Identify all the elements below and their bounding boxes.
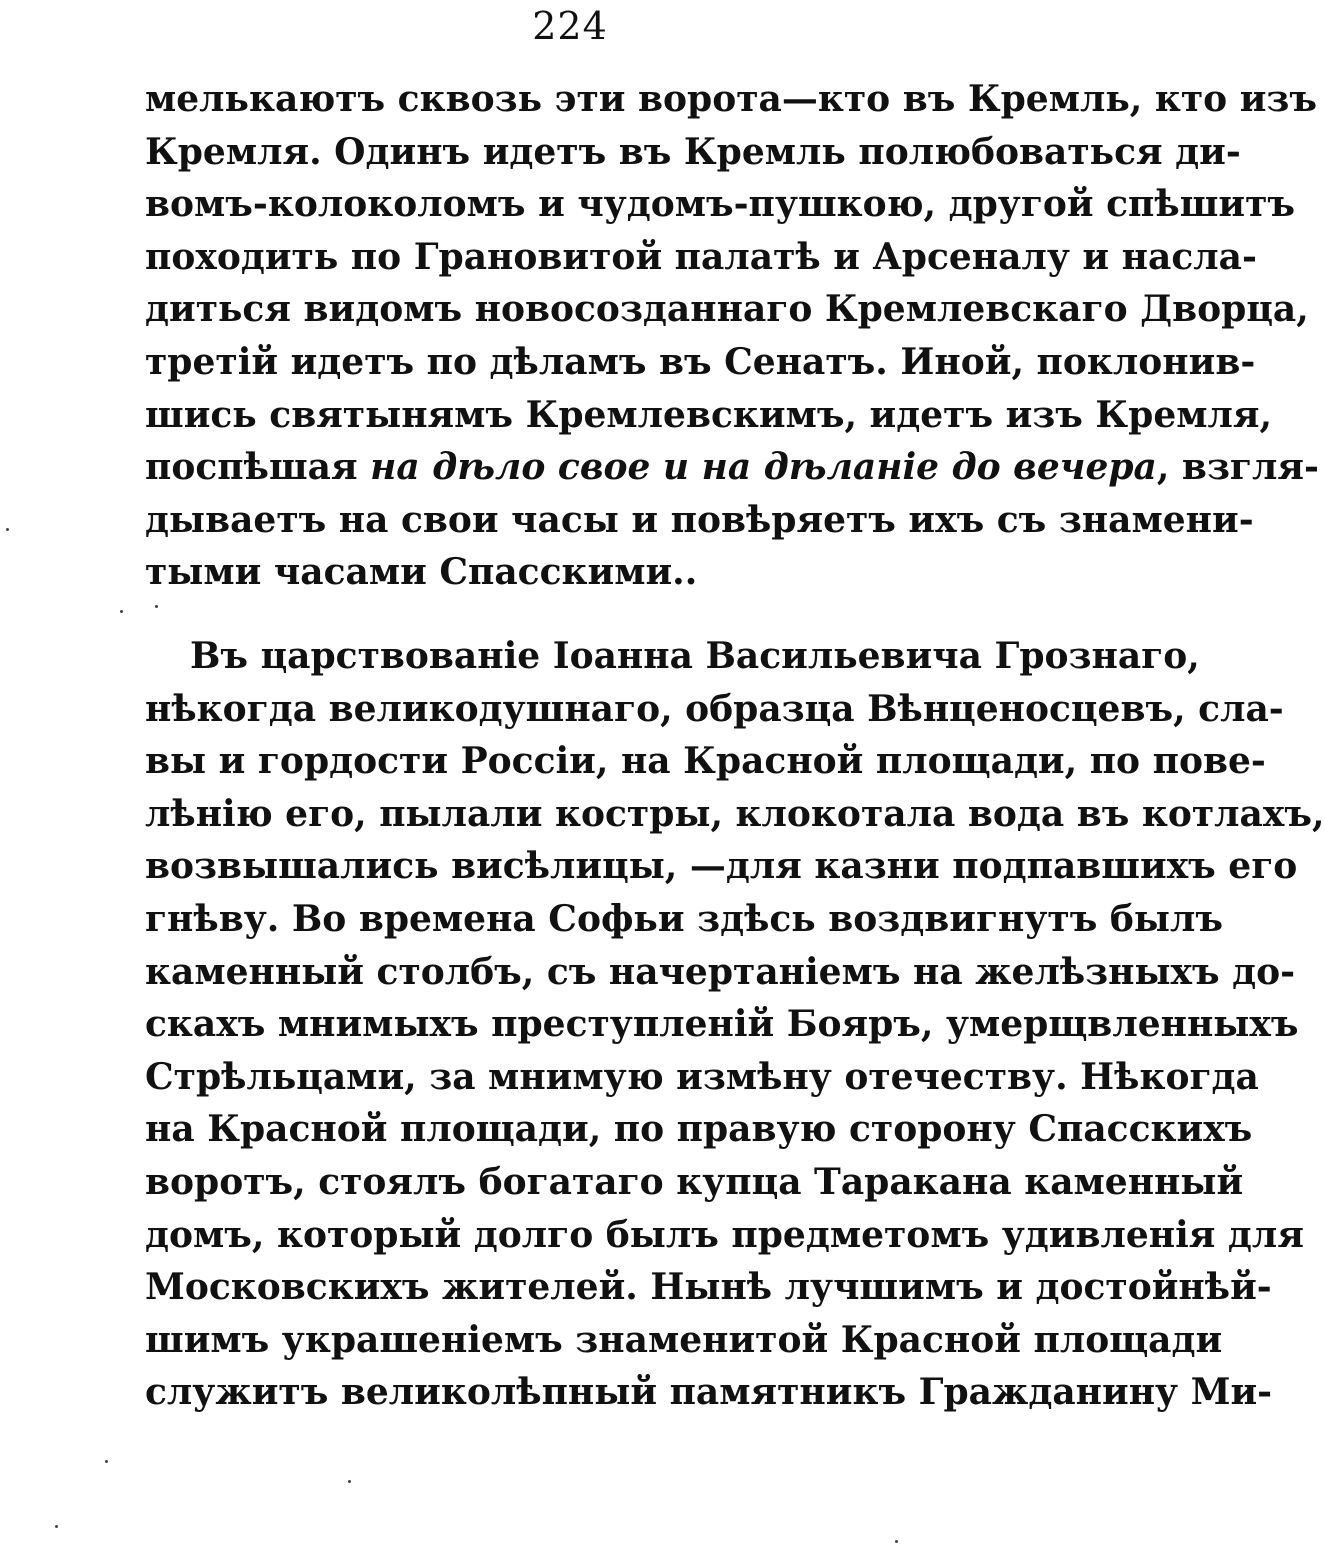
text-line: скахъ мнимыхъ преступленій Бояръ, умерщвленныхъ <box>145 1003 1299 1046</box>
text-line: лѣнію его, пылали костры, клокотала вода въ котлахъ, <box>145 792 1325 835</box>
text-line-with-quote <box>145 441 1319 494</box>
paragraph-1 <box>145 73 1319 599</box>
print-speck <box>895 1540 898 1543</box>
print-speck <box>105 1460 108 1463</box>
text-line: мелькаютъ сквозь эти ворота—кто въ Кремль, кто изъ <box>145 78 1318 120</box>
text-line: Въ царствованіе Іоанна Васильевича Грознаго, <box>190 635 1200 677</box>
page-number: 224 <box>532 4 608 48</box>
print-speck <box>348 1480 351 1483</box>
print-speck <box>55 1525 58 1528</box>
text-line: домъ, который долго былъ предметомъ удивленія для <box>145 1213 1304 1256</box>
text-line: вомъ-колоколомъ и чудомъ-пушкою, другой спѣшитъ <box>145 183 1296 226</box>
quote-lead-text: поспѣшая <box>145 446 371 489</box>
text-line: Кремля. Одинъ идетъ въ Кремль полюбоваться ди- <box>145 130 1241 173</box>
text-line: на Красной площади, по правую сторону Спасскихъ <box>145 1108 1253 1151</box>
text-line: вы и гордости Россіи, на Красной площади, по пове- <box>145 740 1266 783</box>
print-speck <box>6 528 9 531</box>
text-line: шимъ украшеніемъ знаменитой Красной площади <box>145 1318 1223 1361</box>
text-line: гнѣву. Во времена Софьи здѣсь воздвигнутъ былъ <box>145 897 1223 940</box>
italic-quotation: на дѣло свое и на дѣланіе до вечера <box>370 446 1157 489</box>
text-line: служитъ великолѣпный памятникъ Гражданину Ми- <box>145 1371 1273 1414</box>
quote-trail-text: , взгля- <box>1156 446 1319 489</box>
print-speck <box>120 610 123 613</box>
paragraph-2 <box>145 630 1325 1419</box>
text-line: возвышались висѣлицы, —для казни подпавшихъ его <box>145 845 1298 888</box>
text-line: дываетъ на свои часы и повѣряетъ ихъ съ знамени- <box>145 498 1254 541</box>
text-line: каменный столбъ, съ начертаніемъ на желѣзныхъ до- <box>145 950 1296 993</box>
text-line: третій идетъ по дѣламъ въ Сенатъ. Иной, поклонив- <box>145 340 1256 383</box>
text-line: Московскихъ жителей. Нынѣ лучшимъ и достойнѣй- <box>145 1266 1272 1309</box>
text-line: тыми часами Спасскими.. <box>145 551 698 594</box>
text-line: Стрѣльцами, за мнимую измѣну отечеству. Нѣкогда <box>145 1055 1259 1098</box>
text-line: воротъ, стоялъ богатаго купца Таракана каменный <box>145 1160 1244 1203</box>
print-speck <box>155 605 158 608</box>
text-line: шись святынямъ Кремлевскимъ, идетъ изъ Кремля, <box>145 393 1273 436</box>
text-line: походить по Грановитой палатѣ и Арсеналу и насла- <box>145 235 1257 278</box>
text-line: диться видомъ новосозданнаго Кремлевскаго Дворца, <box>145 288 1309 331</box>
text-line: нѣкогда великодушнаго, образца Вѣнценосцевъ, сла- <box>145 687 1284 730</box>
